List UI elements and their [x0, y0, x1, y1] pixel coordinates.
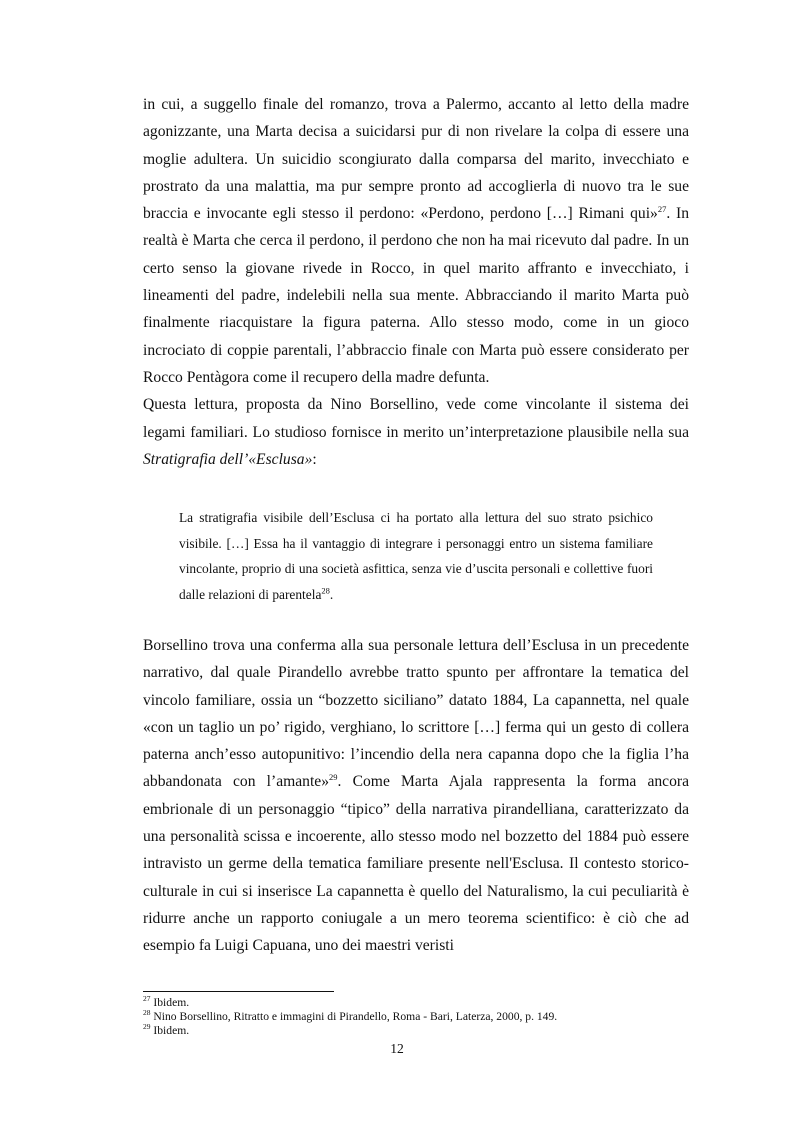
- footnote-number: 29: [143, 1022, 151, 1032]
- paragraph-text: Questa lettura, proposta da Nino Borsellino, vede come vincolante il sistema dei legami familiari. Lo studioso fornisce in merito un’interpretazione plausibile nella sua: [143, 396, 689, 441]
- footnote-ref-29: 29: [329, 772, 338, 783]
- paragraph-text: in cui, a suggello finale del romanzo, trova a Palermo, accanto al letto della madre agonizzante, una Marta decisa a suicidarsi pur di non rivelare la colpa di essere una moglie adultera. Un suicidio scongiurato dalla comparsa del marito, invecchiato e prostrato da una malattia, ma pur sempre pronto ad accoglierla di nuovo tra le sue braccia e invocante egli stesso il perdono: «Perdono, perdono […] Rimani qui»: [143, 96, 689, 223]
- paragraph-text: :: [312, 450, 317, 468]
- footnote-ref-27: 27: [657, 204, 667, 214]
- footnote-number: 27: [143, 994, 151, 1004]
- work-title: Stratigrafia dell’«Esclusa»: [143, 450, 313, 468]
- footnote-text: Nino Borsellino, Ritratto e immagini di Pirandello, Roma - Bari, Laterza, 2000, p. 149.: [150, 1010, 558, 1023]
- paragraph-text: Borsellino trova una conferma alla sua personale lettura dell’Esclusa in un precedente narrativo, dal quale Pirandello avrebbe tratto spunto per affrontare la tematica del vincolo familiare, ossia un “bozzetto siciliano” datato 1884, La capannetta, nel quale «con un taglio un po’ rigido, verghiano, lo scrittore […] ferma qui un gesto di collera paterna anch’esso autopunitivo: l’incendio della nera capanna dopo che la figlia l’ha abbandonata con l’amante»: [143, 637, 689, 791]
- footnote-27: [143, 996, 557, 1010]
- body-paragraph-2: [143, 632, 689, 960]
- footnote-text: Ibidem.: [150, 1024, 190, 1037]
- body-paragraph-1: [143, 91, 689, 473]
- footnote-28: [143, 1010, 557, 1024]
- block-quote: [179, 505, 653, 607]
- paragraph-text: . Come Marta Ajala rappresenta la forma ancora embrionale di un personaggio “tipico” della narrativa pirandelliana, caratterizzato da una personalità scissa e incoerente, allo stesso modo nel bozzetto del 1884 può essere intravisto un germe della tematica familiare presente nell'Esclusa. Il contesto storico-culturale in cui si inserisce La capannetta è quello del Naturalismo, la cui peculiarità è ridurre anche un rapporto coniugale a un mero teorema scientifico: è ciò che ad esempio fa Luigi Capuana, uno dei maestri veristi: [143, 773, 689, 955]
- footnote-29: [143, 1024, 557, 1038]
- footnote-number: 28: [143, 1008, 151, 1018]
- page-number: 12: [390, 1041, 404, 1056]
- paragraph-text: . In realtà è Marta che cerca il perdono, il perdono che non ha mai ricevuto dal padre. In un certo senso la giovane rivede in Rocco, in quel marito affranto e invecchiato, i lineamenti del padre, indelebili nella sua mente. Abbracciando il marito Marta può finalmente riacquistare la figura paterna. Allo stesso modo, come in un gioco incrociato di coppie parentali, l’abbraccio finale con Marta può essere considerato per Rocco Pentàgora come il recupero della madre defunta.: [143, 205, 689, 386]
- quote-end: .: [329, 586, 334, 602]
- quote-text: La stratigrafia visibile dell’Esclusa ci ha portato alla lettura del suo strato psichico visibile. […] Essa ha il vantaggio di integrare i personaggi entro un sistema familiare vincolante, proprio di una società asfittica, senza vie d’uscita personali e collettive fuori dalle relazioni di parentela: [179, 510, 653, 602]
- footnotes: [143, 996, 557, 1038]
- footnote-ref-28: 28: [321, 585, 330, 596]
- footnote-separator: [143, 991, 334, 992]
- footnote-text: Ibidem.: [150, 996, 190, 1009]
